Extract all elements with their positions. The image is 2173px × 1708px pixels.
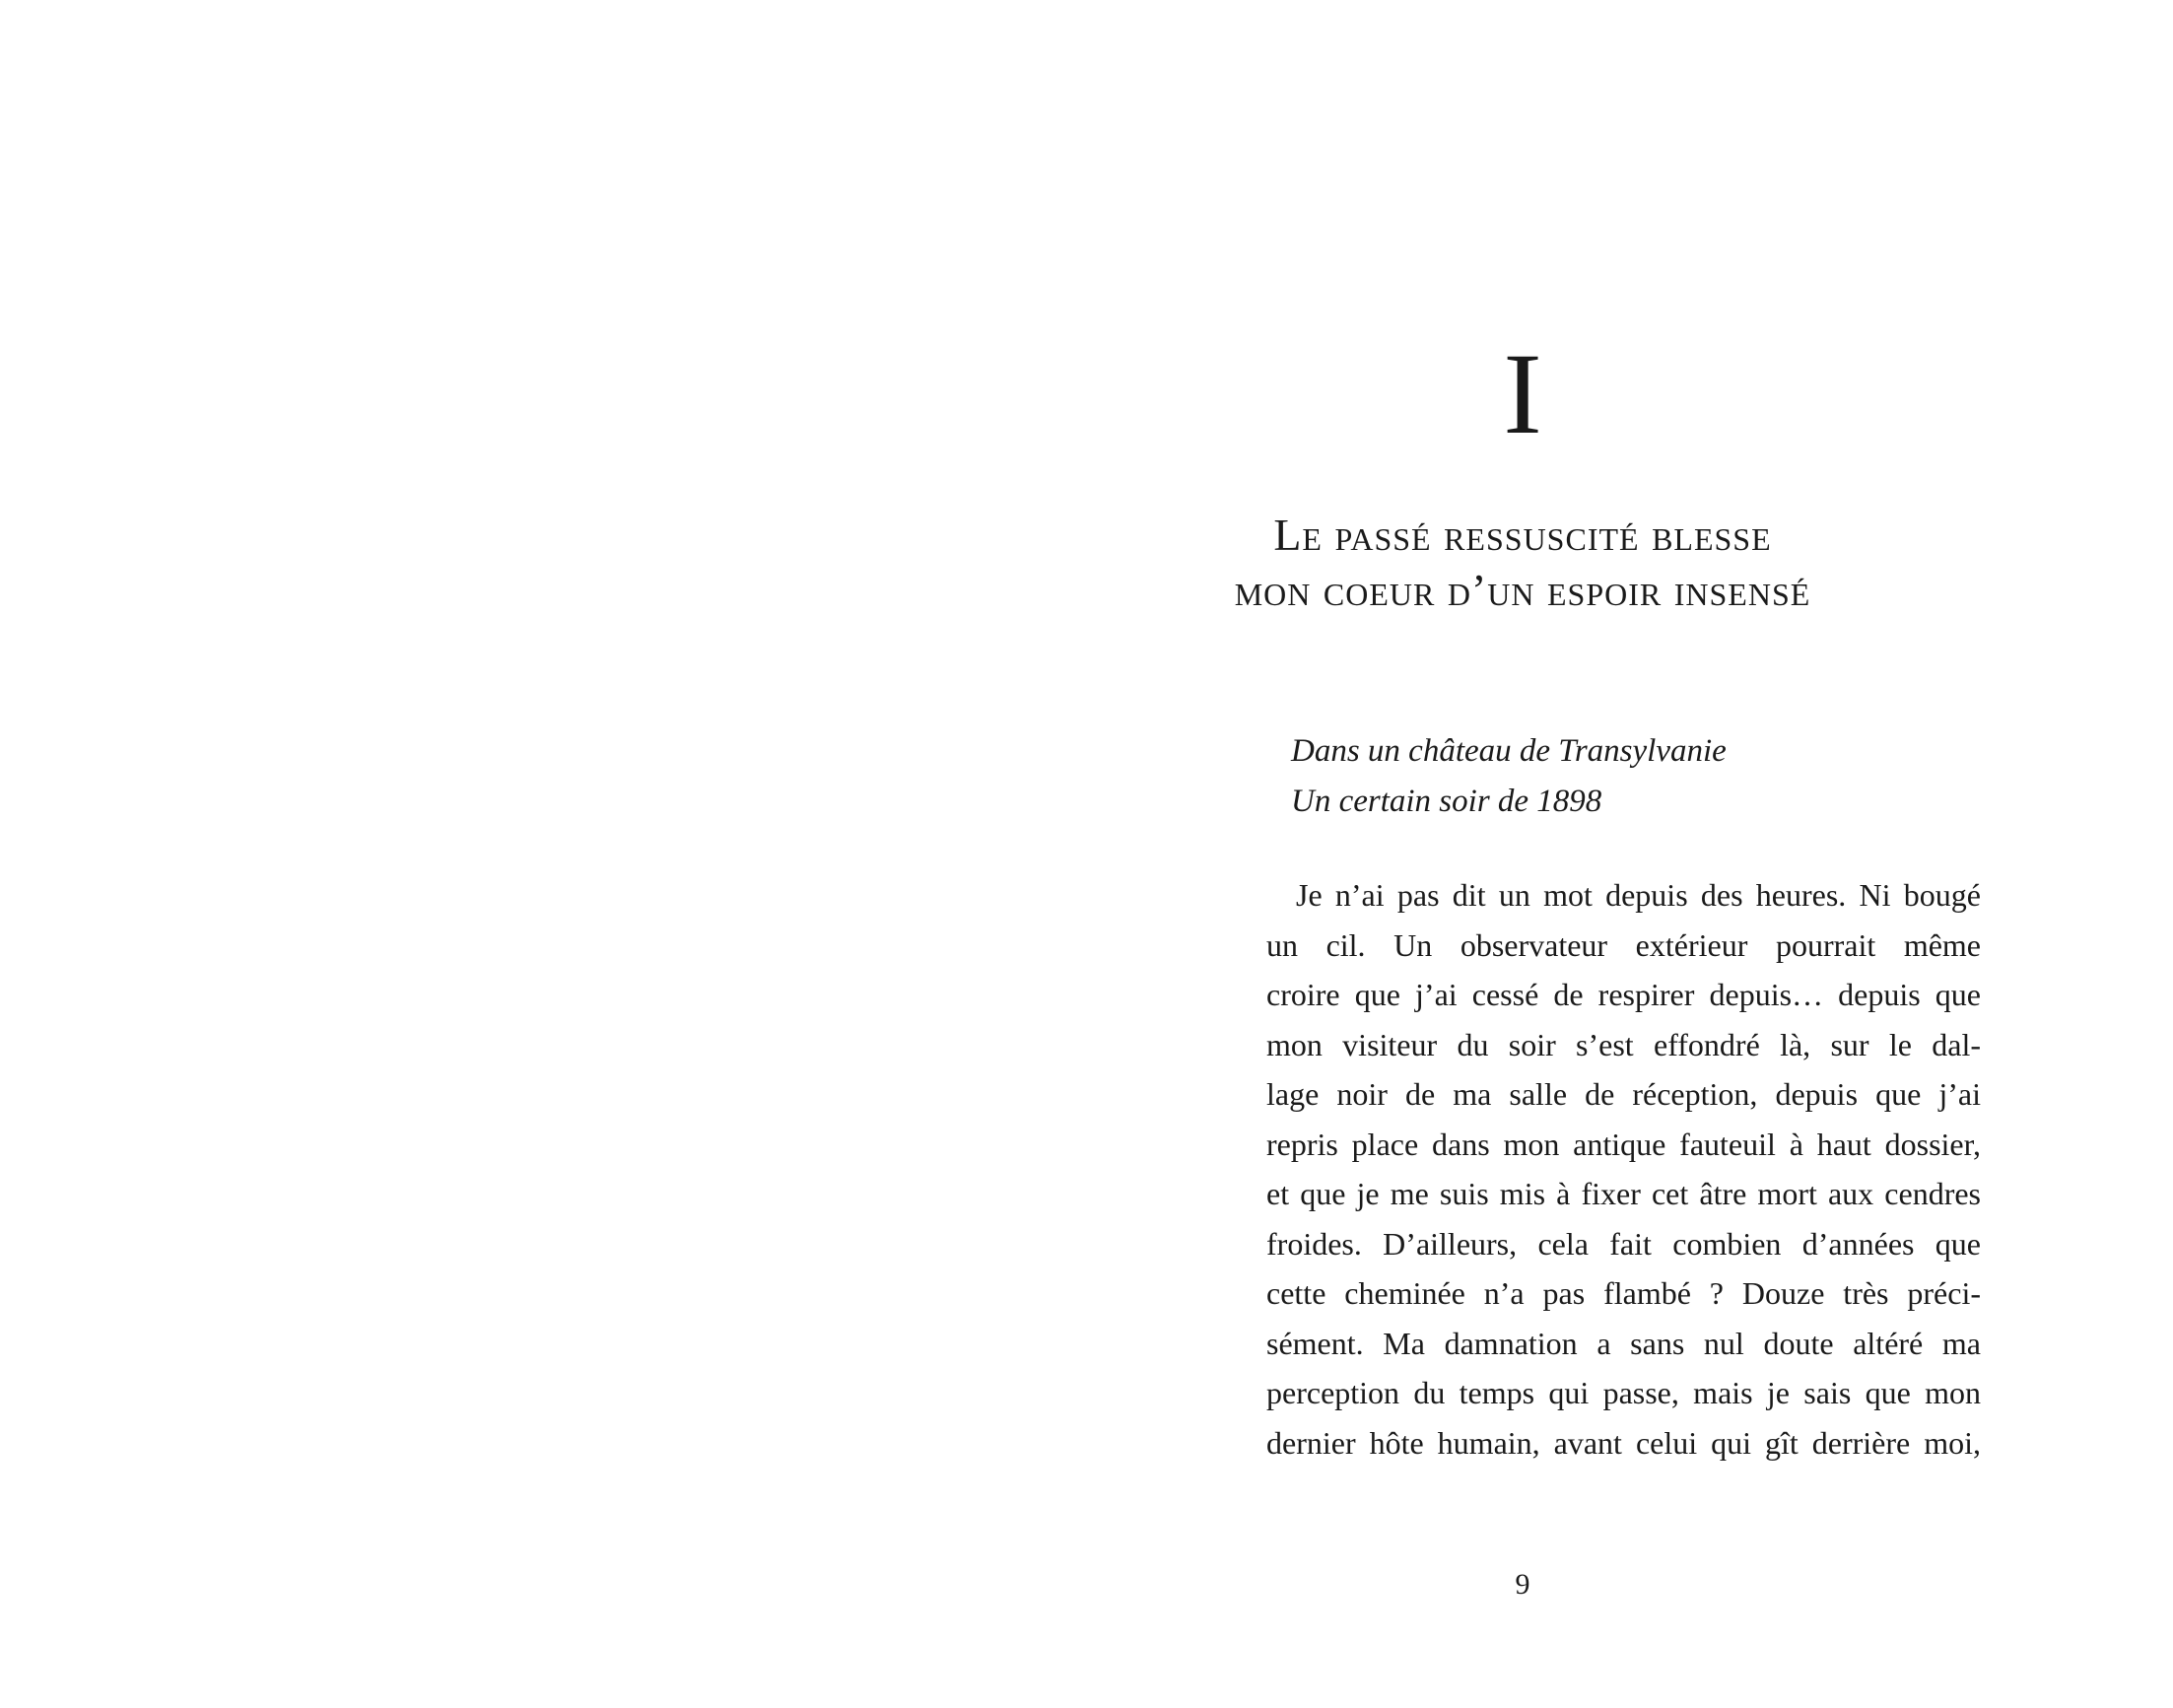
page-number: 9 [1515, 1568, 1530, 1601]
text-line: froides. D’ailleurs, cela fait combien d’années que [1266, 1225, 1981, 1262]
text-line: Je n’ai pas dit un mot depuis des heures. Ni bougé [1296, 877, 1981, 913]
text-line: dernier hôte humain, avant celui qui gît derrière moi, [1266, 1424, 1981, 1461]
body-paragraph [1266, 870, 1981, 1468]
text-line: cette cheminée n’a pas flambé ? Douze très préci- [1266, 1275, 1981, 1311]
dateline-time: Un certain soir de 1898 [1291, 784, 1602, 819]
chapter-title-line: mon coeur d’un espoir insensé [1234, 565, 1811, 615]
text-line: croire que j’ai cessé de respirer depuis… depuis que [1266, 977, 1981, 1012]
blank-left-page [0, 0, 1086, 1708]
dateline [1291, 726, 1843, 827]
text-line: sément. Ma damnation a sans nul doute altéré ma [1266, 1325, 1981, 1361]
text-line: lage noir de ma salle de réception, depuis que j’ai [1266, 1076, 1981, 1112]
text-line: et que je me suis mis à fixer cet âtre mort aux cendres [1266, 1176, 1981, 1211]
chapter-number: I [1503, 329, 1542, 458]
text-line: repris place dans mon antique fauteuil à haut dossier, [1266, 1126, 1981, 1162]
text-line: perception du temps qui passe, mais je sais que mon [1266, 1375, 1981, 1410]
chapter-title [1227, 508, 1818, 618]
dateline-place: Dans un château de Transylvanie [1291, 733, 1727, 769]
text-line: un cil. Un observateur extérieur pourrait même [1266, 926, 1981, 963]
text-line: mon visiteur du soir s’est effondré là, sur le dal- [1266, 1026, 1981, 1062]
chapter-title-line: Le passé ressuscité blesse [1273, 510, 1772, 560]
